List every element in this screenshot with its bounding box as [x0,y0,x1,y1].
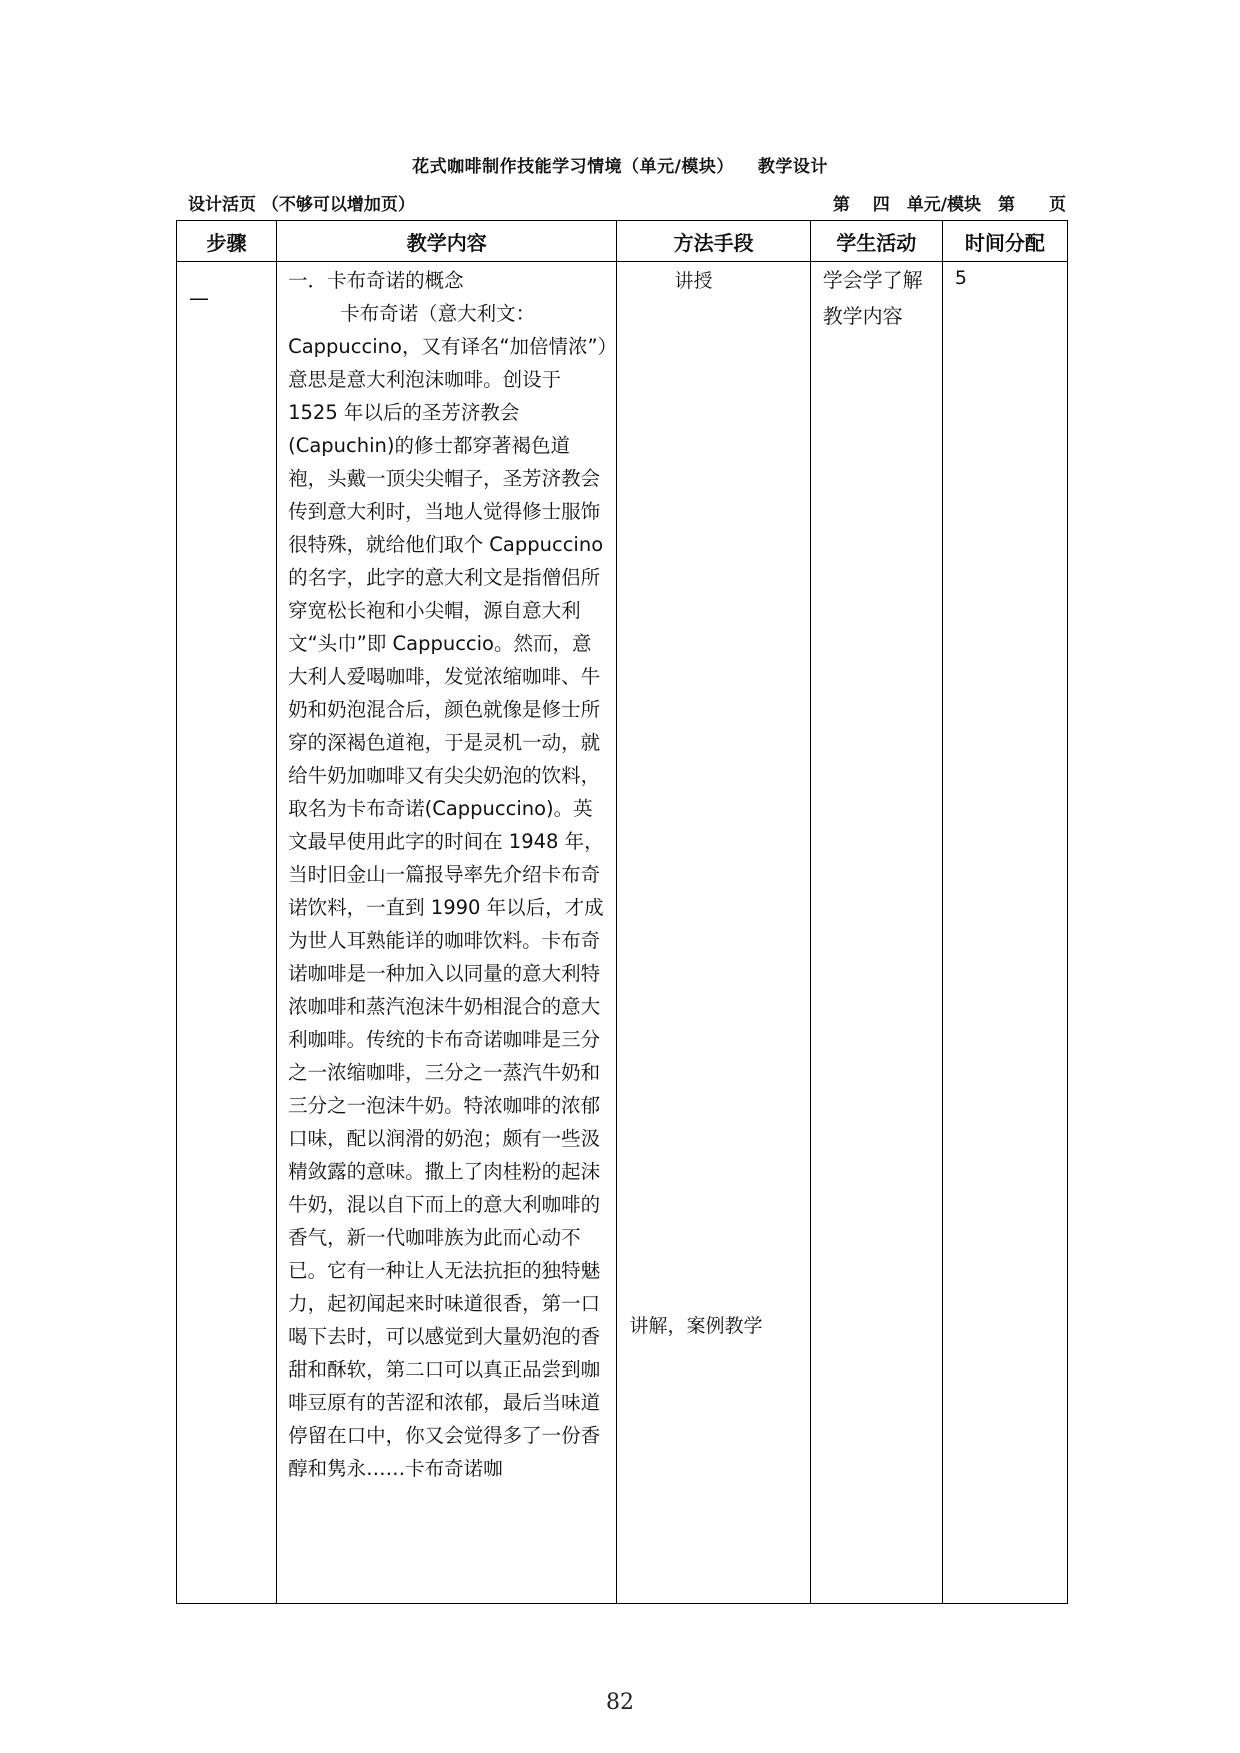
table-row [177,262,1068,1604]
subheader-left: 设计活页 （不够可以增加页） [188,195,415,215]
table-header-row [177,221,1068,262]
header-activity: 学生活动 [810,221,942,262]
title-main: 花式咖啡制作技能学习情境（单元/模块） [412,157,734,177]
activity-cell: 学会学了解教学内容 [810,262,942,1604]
method-cell [617,262,810,1604]
document-title [0,152,1240,177]
lesson-table [176,220,1068,1604]
header-time: 时间分配 [942,221,1067,262]
time-cell: 5 [942,262,1067,1604]
step-cell: — [177,262,277,1604]
content-cell [277,262,617,1604]
page-number: 82 [606,1690,634,1715]
header-method: 方法手段 [617,221,810,262]
title-suffix: 教学设计 [757,157,828,177]
content-body: 卡布奇诺（意大利文：Cappuccino，又有译名“加倍情浓”）意思是意大利泡沫咖啡。创设于 1525 年以后的圣芳济教会(Capuchin)的修士都穿著褐色道袍，头戴一顶尖尖帽子，圣芳济教会传到意大利时，当地人觉得修士服饰很特殊，就给他们取个 Cappuccino 的名字，此字的意大利文是指僧侣所穿宽松长袍和小尖帽，源自意大利文“头巾”即 Cappuccio。然而，意大利人爱喝咖啡，发觉浓缩咖啡、牛奶和奶泡混合后，颜色就像是修士所穿的深褐色道袍，于是灵机一动，就给牛奶加咖啡又有尖尖奶泡的饮料，取名为卡布奇诺(Cappuccino)。英文最早使用此字的时间在 1948 年，当时旧金山一篇报导率先介绍卡布奇诺饮料，一直到 1990 年以后，才成为世人耳熟能详的咖啡饮料。卡布奇诺咖啡是一种加入以同量的意大利特浓咖啡和蒸汽泡沫牛奶相混合的意大利咖啡。传统的卡布奇诺咖啡是三分之一浓缩咖啡，三分之一蒸汽牛奶和三分之一泡沫牛奶。特浓咖啡的浓郁口味，配以润滑的奶泡；颇有一些汲精敛露的意味。撒上了肉桂粉的起沫牛奶，混以自下而上的意大利咖啡的香气，新一代咖啡族为此而心动不已。它有一种让人无法抗拒的独特魅力，起初闻起来时味道很香，第一口喝下去时，可以感觉到大量奶泡的香甜和酥软，第二口可以真正品尝到咖啡豆原有的苦涩和浓郁，最后当味道停留在口中，你又会觉得多了一份香醇和隽永……卡布奇诺咖 [288,302,608,1480]
content-heading: 一．卡布奇诺的概念 [288,269,464,292]
header-step: 步骤 [177,221,277,262]
method-case-teaching: 讲解，案例教学 [629,1315,763,1337]
subheader-right: 第 四 单元/模块 第 页 [832,195,1066,215]
header-content: 教学内容 [277,221,617,262]
subheader [188,190,1066,214]
method-lecture: 讲授 [674,270,713,292]
